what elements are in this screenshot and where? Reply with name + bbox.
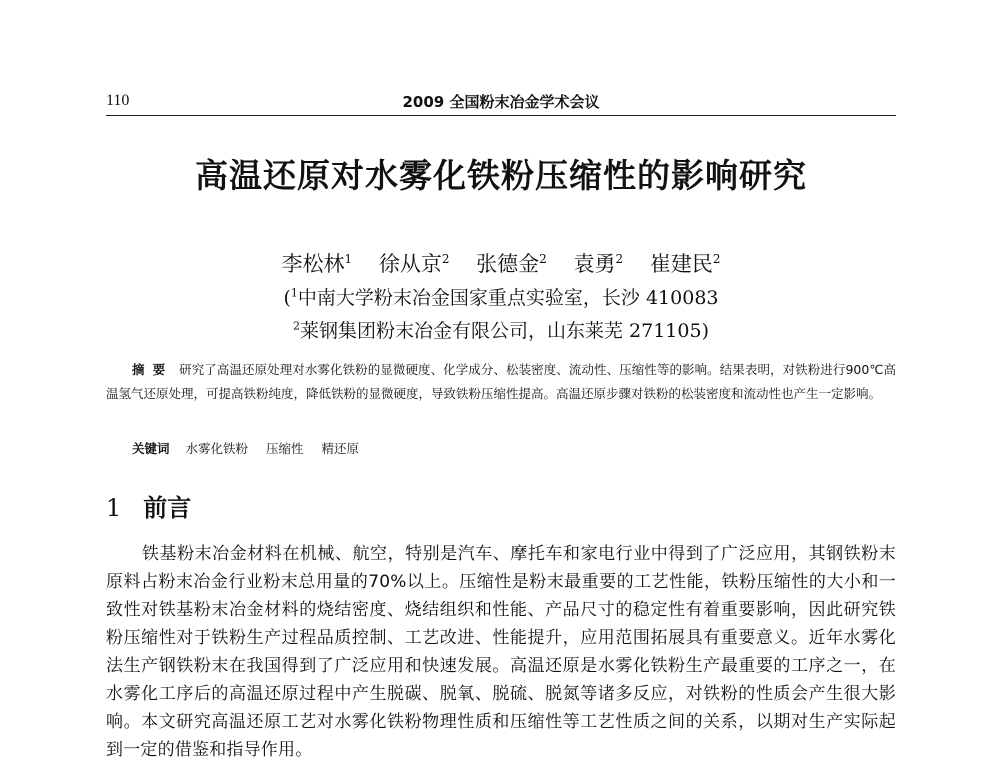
author: 袁勇$^2$: [573, 252, 624, 276]
author: 李松林$^1$: [281, 252, 353, 276]
abstract: [106, 358, 896, 406]
author: 徐从京$^2$: [378, 252, 450, 276]
keywords-label: 关键词: [132, 441, 170, 456]
author: 张德金$^2$: [476, 252, 547, 276]
paper-title: 高温还原对水雾化铁粉压缩性的影响研究: [195, 156, 807, 195]
keyword: 水雾化铁粉: [185, 441, 249, 456]
conference-name: 2009 全国粉末冶金学术会议: [402, 93, 600, 111]
section-heading: [106, 488, 191, 523]
keywords: [132, 439, 373, 457]
keyword: 精还原: [321, 441, 360, 456]
author-list: [106, 248, 896, 278]
header-rule: [106, 115, 896, 116]
abstract-label: 摘要: [132, 362, 174, 377]
abstract-text: 研究了高温还原处理对水雾化铁粉的显微硬度、化学成分、松装密度、流动性、压缩性等的影响。结果表明，对铁粉进行900℃高温氢气还原处理，可提高铁粉纯度，降低铁粉的显微硬度，导致铁粉压缩性提高。高温还原步骤对铁粉的松装密度和流动性也产生一定影响。: [106, 362, 896, 401]
running-header: [106, 90, 896, 116]
section-title: 前言: [143, 493, 192, 522]
section-number: 1: [106, 494, 122, 522]
body-paragraph: 铁基粉末冶金材料在机械、航空，特别是汽车、摩托车和家电行业中得到了广泛应用，其钢铁粉末原料占粉末冶金行业粉末总用量的70%以上。压缩性是粉末最重要的工艺性能，铁粉压缩性的大小和一致性对铁基粉末冶金材料的烧结密度、烧结组织和性能、产品尺寸的稳定性有着重要影响，因此研究铁粉压缩性对于铁粉生产过程品质控制、工艺改进、性能提升，应用范围拓展具有重要意义。近年水雾化法生产钢铁粉末在我国得到了广泛应用和快速发展。高温还原是水雾化铁粉生产最重要的工序之一，在水雾化工序后的高温还原过程中产生脱碳、脱氧、脱硫、脱氮等诸多反应，对铁粉的性质会产生很大影响。本文研究高温还原工艺对水雾化铁粉物理性质和压缩性等工艺性质之间的关系，以期对生产实际起到一定的借鉴和指导作用。: [106, 544, 896, 760]
keyword: 压缩性: [266, 441, 304, 456]
page-number: 110: [106, 92, 130, 109]
affiliation-1: ($^1$中南大学粉末冶金国家重点实验室，长沙 410083: [283, 286, 719, 309]
affiliation-2: $^2$莱钢集团粉末冶金有限公司，山东莱芜 271105): [293, 319, 709, 342]
author: 崔建民$^2$: [649, 252, 721, 276]
